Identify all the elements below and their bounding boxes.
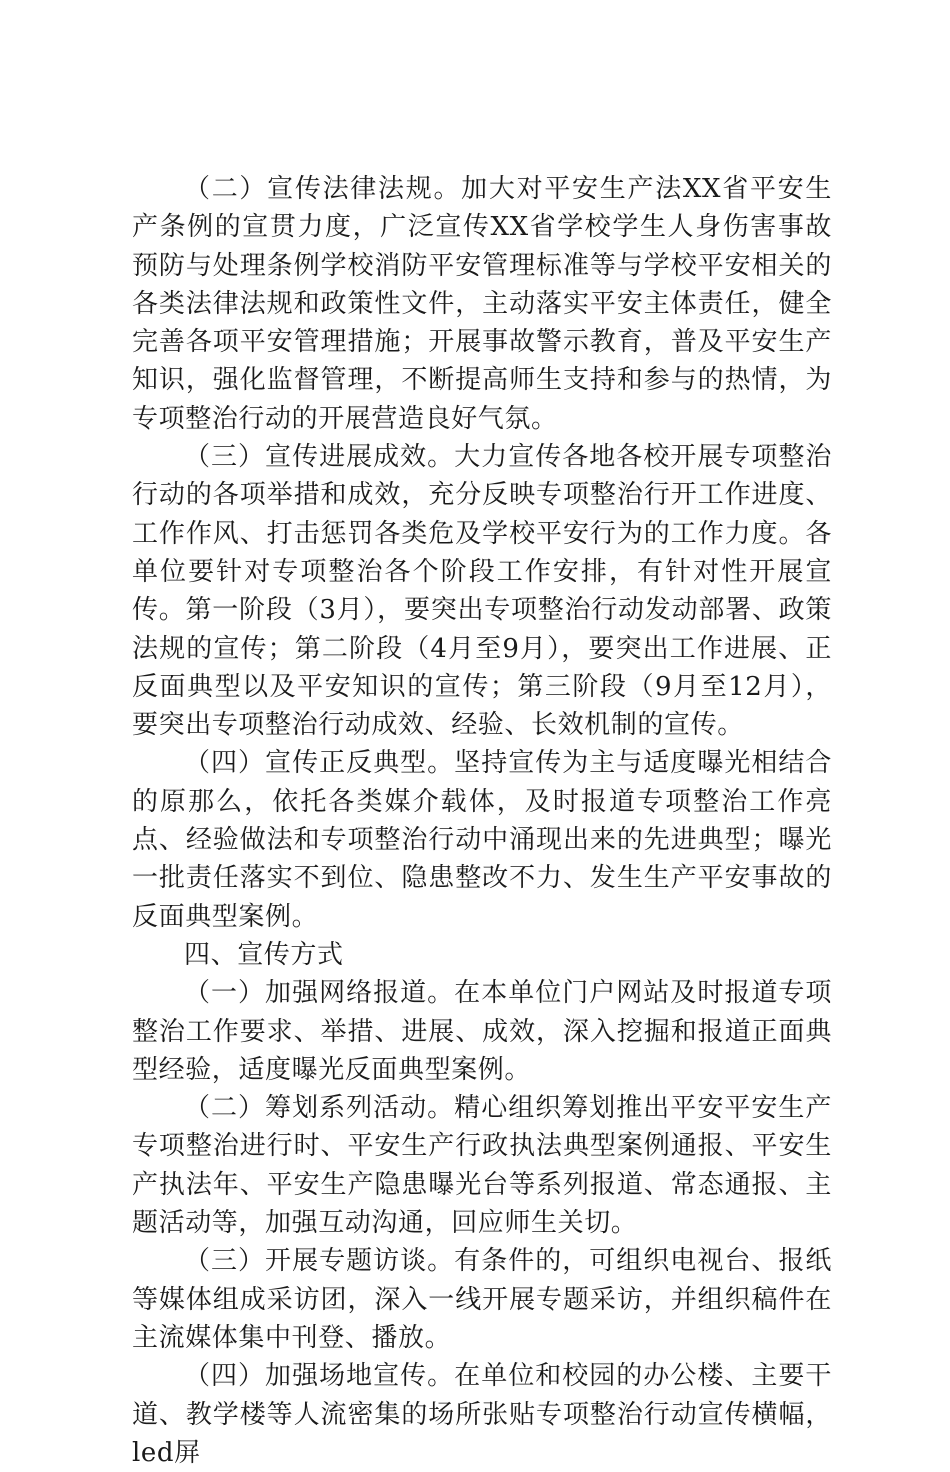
- paragraph-special-interviews: （三）开展专题访谈。有条件的，可组织电视台、报纸等媒体组成采访团，深入一线开展专题采访，并组织稿件在主流媒体集中刊登、播放。: [132, 1246, 832, 1353]
- paragraph-publicize-progress: （三）宣传进展成效。大力宣传各地各校开展专项整治行动的各项举措和成效，充分反映专项整治行开工作进度、工作作风、打击惩罚各类危及学校平安行为的工作力度。各单位要针对专项整治各个阶段工作安排，有针对性开展宣传。第一阶段（3月），要突出专项整治行动发动部署、政策法规的宣传；第二阶段（4月至9月），要突出工作进展、正反面典型以及平安知识的宣传；第三阶段（9月至12月），要突出专项整治行动成效、经验、长效机制的宣传。: [132, 442, 832, 741]
- paragraph-venue-publicity: （四）加强场地宣传。在单位和校园的办公楼、主要干道、教学楼等人流密集的场所张贴专项整治行动宣传横幅，led屏: [132, 1361, 832, 1468]
- section-heading-publicity-methods: 四、宣传方式: [184, 939, 344, 970]
- paragraph-series-activities: （二）筹划系列活动。精心组织筹划推出平安平安生产专项整治进行时、平安生产行政执法典型案例通报、平安生产执法年、平安生产隐患曝光台等系列报道、常态通报、主题活动等，加强互动沟通，回应师生关切。: [132, 1093, 832, 1239]
- paragraph-publicize-examples: （四）宣传正反典型。坚持宣传为主与适度曝光相结合的原那么，依托各类媒介载体，及时报道专项整治工作亮点、经验做法和专项整治行动中涌现出来的先进典型；曝光一批责任落实不到位、隐患整改不力、发生生产平安事故的反面典型案例。: [132, 748, 832, 932]
- paragraph-publicize-laws: （二）宣传法律法规。加大对平安生产法XX省平安生产条例的宣贯力度，广泛宣传XX省学校学生人身伤害事故预防与处理条例学校消防平安管理标准等与学校平安相关的各类法律法规和政策性文件，主动落实平安主体责任，健全完善各项平安管理措施；开展事故警示教育，普及平安生产知识，强化监督管理，不断提高师生支持和参与的热情，为专项整治行动的开展营造良好气氛。: [132, 174, 832, 434]
- paragraph-online-reporting: （一）加强网络报道。在本单位门户网站及时报道专项整治工作要求、举措、进展、成效，深入挖掘和报道正面典型经验，适度曝光反面典型案例。: [132, 978, 832, 1085]
- document-page: [132, 170, 832, 1472]
